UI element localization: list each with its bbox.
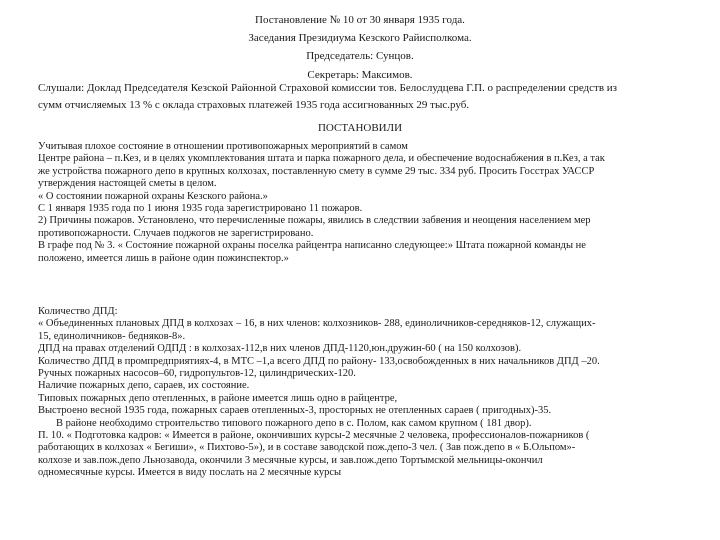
body-line: колхозе и зав.пож.депо Льнозавода, окончили 3 месячные курсы, и зав.пож.депо Тортымской мельницы-окончил bbox=[38, 454, 543, 466]
body-line: Количество ДПД в промпредприятиях-4, в МТС –1,а всего ДПД по району- 133,освобожденных в них начальников ДПД –20. bbox=[38, 355, 600, 367]
resolution-title: Постановление № 10 от 30 января 1935 года. bbox=[255, 14, 465, 26]
document-header bbox=[0, 11, 720, 84]
body-line: Наличие пожарных депо, сараев, их состояние. bbox=[38, 380, 250, 392]
body-line: Центре района – п.Кез, и в целях укомплектования штата и парка пожарного дела, и обеспечение водоснабжения в п.Кез, а так bbox=[38, 153, 605, 165]
heard-line: Слушали: Доклад Председателя Кезской Районной Страховой комиссии тов. Белослудцева Г.П. о распределении средств из bbox=[38, 82, 618, 94]
body-line: Количество ДПД: bbox=[38, 306, 118, 317]
body-line: 15, единоличников- бедняков-8». bbox=[38, 330, 186, 342]
body-line: Учитывая плохое состояние в отношении противопожарных мероприятий в самом bbox=[38, 141, 408, 152]
heard-line: сумм отчисляемых 13 % с оклада страховых платежей 1935 года ассигнованных 29 тыс.руб. bbox=[38, 99, 470, 111]
body-line: В районе необходимо строительство типового пожарного депо в с. Полом, как самом крупном ( 181 двор). bbox=[56, 417, 532, 429]
body-line: противопожарности. Случаев поджогов не зарегистрировано. bbox=[38, 227, 314, 239]
body-line: Типовых пожарных депо отепленных, в районе имеется лишь одно в райцентре, bbox=[38, 392, 398, 404]
body-line: ДПД на правах отделений ОДПД : в колхозах-112,в них членов ДПД-1120,юн.дружин-60 ( на 150 колхозов). bbox=[38, 343, 522, 355]
body-line: В графе под № 3. « Состояние пожарной охраны поселка райцентра написанно следующее:» Штата пожарной команды не bbox=[38, 240, 586, 252]
body-line: работающих в колхозах « Бегиши», « Пихтово-5»), и в составе заводской пож.депо-3 чел. ( Зав пож.депо в « Б.Ольпом»- bbox=[38, 442, 576, 454]
chairman-line: Председатель: Сунцов. bbox=[306, 50, 414, 63]
body-line: утверждения настоящей сметы в целом. bbox=[38, 178, 217, 190]
dpd-section bbox=[38, 306, 698, 480]
secretary-line: Секретарь: Максимов. bbox=[307, 68, 413, 81]
body-line: 2) Причины пожаров. Установлено, что перечисленные пожары, явились в следствии забвения и неощения населением мер bbox=[38, 215, 591, 227]
heard-paragraph bbox=[38, 80, 688, 114]
body-line: « О состоянии пожарной охраны Кезского района.» bbox=[38, 190, 268, 202]
meeting-title: Заседания Президиума Кезского Райисполкома. bbox=[248, 32, 472, 45]
resolved-heading: ПОСТАНОВИЛИ bbox=[317, 122, 403, 134]
body-line: одномесячные курсы. Имеется в виду послать на 2 месячные курсы bbox=[38, 467, 342, 479]
body-line: положено, имеется лишь в районе один пожинспектор.» bbox=[38, 252, 289, 264]
body-line: С 1 января 1935 года по 1 июня 1935 года зарегистрировано 11 пожаров. bbox=[38, 203, 363, 215]
body-line: « Объединенных плановых ДПД в колхозах – 16, в них членов: колхозников- 288, единоличников-середняков-12, служащих- bbox=[38, 318, 596, 330]
resolution-body bbox=[38, 141, 698, 265]
body-line: Выстроено весной 1935 года, пожарных сараев отепленных-3, просторных не отепленных сараев ( пригодных)-35. bbox=[38, 405, 552, 417]
body-line: же устройства пожарного депо в крупных колхозах, поставленную смету в сумме 29 тыс. 334 руб. Просить Госстрах УАССР bbox=[38, 165, 595, 177]
body-line: П. 10. « Подготовка кадров: « Имеется в районе, окончивших курсы-2 месячные 2 человека, профессионалов-пожарников ( bbox=[38, 430, 590, 442]
body-line: Ручных пожарных насосов–60, гидропультов-12, цилиндрических-120. bbox=[38, 368, 356, 380]
